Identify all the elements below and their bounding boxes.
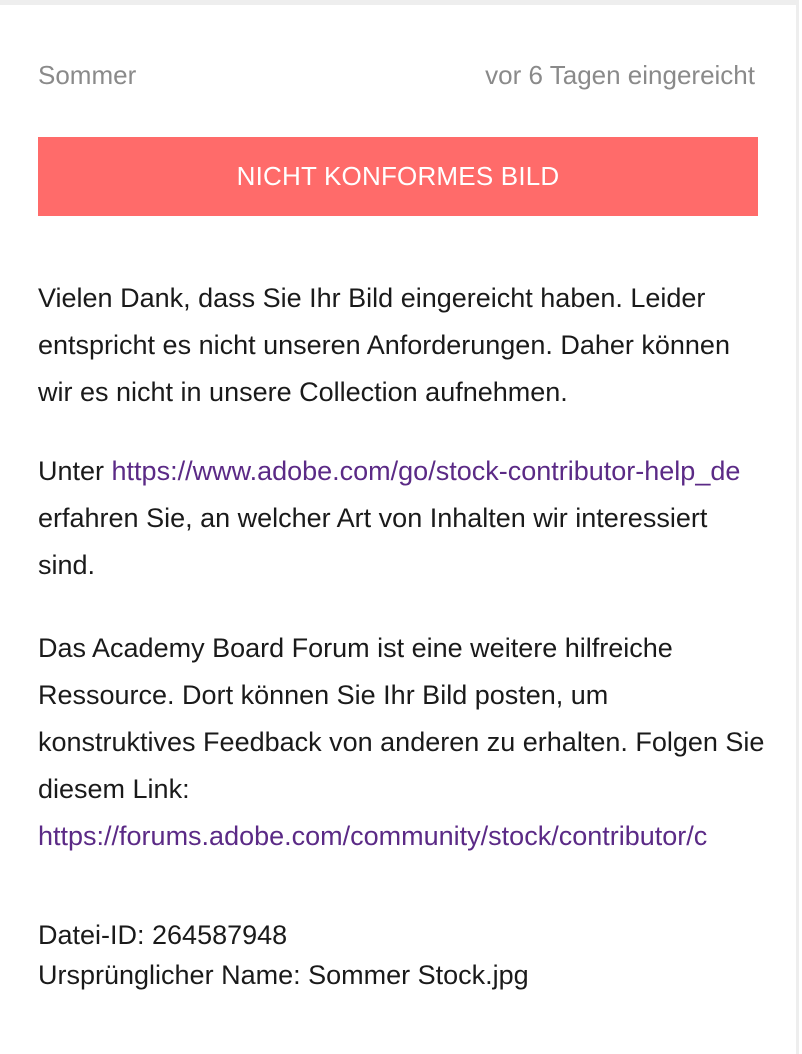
help-link[interactable]: https://www.adobe.com/go/stock-contributor-help_de: [111, 456, 741, 486]
submission-header: [38, 55, 755, 95]
status-banner: [38, 137, 758, 216]
forum-paragraph: [38, 625, 768, 860]
rejection-message: Vielen Dank, dass Sie Ihr Bild eingereicht haben. Leider entspricht es nicht unseren Anforderungen. Daher können wir es nicht in unsere Collection aufnehmen.: [38, 283, 730, 407]
submission-date: vor 6 Tagen eingereicht: [485, 59, 755, 90]
file-id: Datei-ID: 264587948: [38, 920, 288, 950]
help-suffix: erfahren Sie, an welcher Art von Inhalten wir interessiert sind.: [38, 503, 708, 580]
forum-text: Das Academy Board Forum ist eine weitere hilfreiche Ressource. Dort können Sie Ihr Bild posten, um konstruktives Feedback von anderen zu erhalten. Folgen Sie diesem Link:: [38, 633, 765, 804]
file-info: [38, 915, 529, 995]
help-paragraph: [38, 448, 768, 589]
forum-link[interactable]: https://forums.adobe.com/community/stock/contributor/c: [38, 821, 708, 851]
help-prefix: Unter: [38, 456, 112, 486]
image-title: Sommer: [38, 59, 137, 90]
status-label: NICHT KONFORMES BILD: [236, 161, 560, 191]
original-name: Ursprünglicher Name: Sommer Stock.jpg: [38, 960, 529, 990]
